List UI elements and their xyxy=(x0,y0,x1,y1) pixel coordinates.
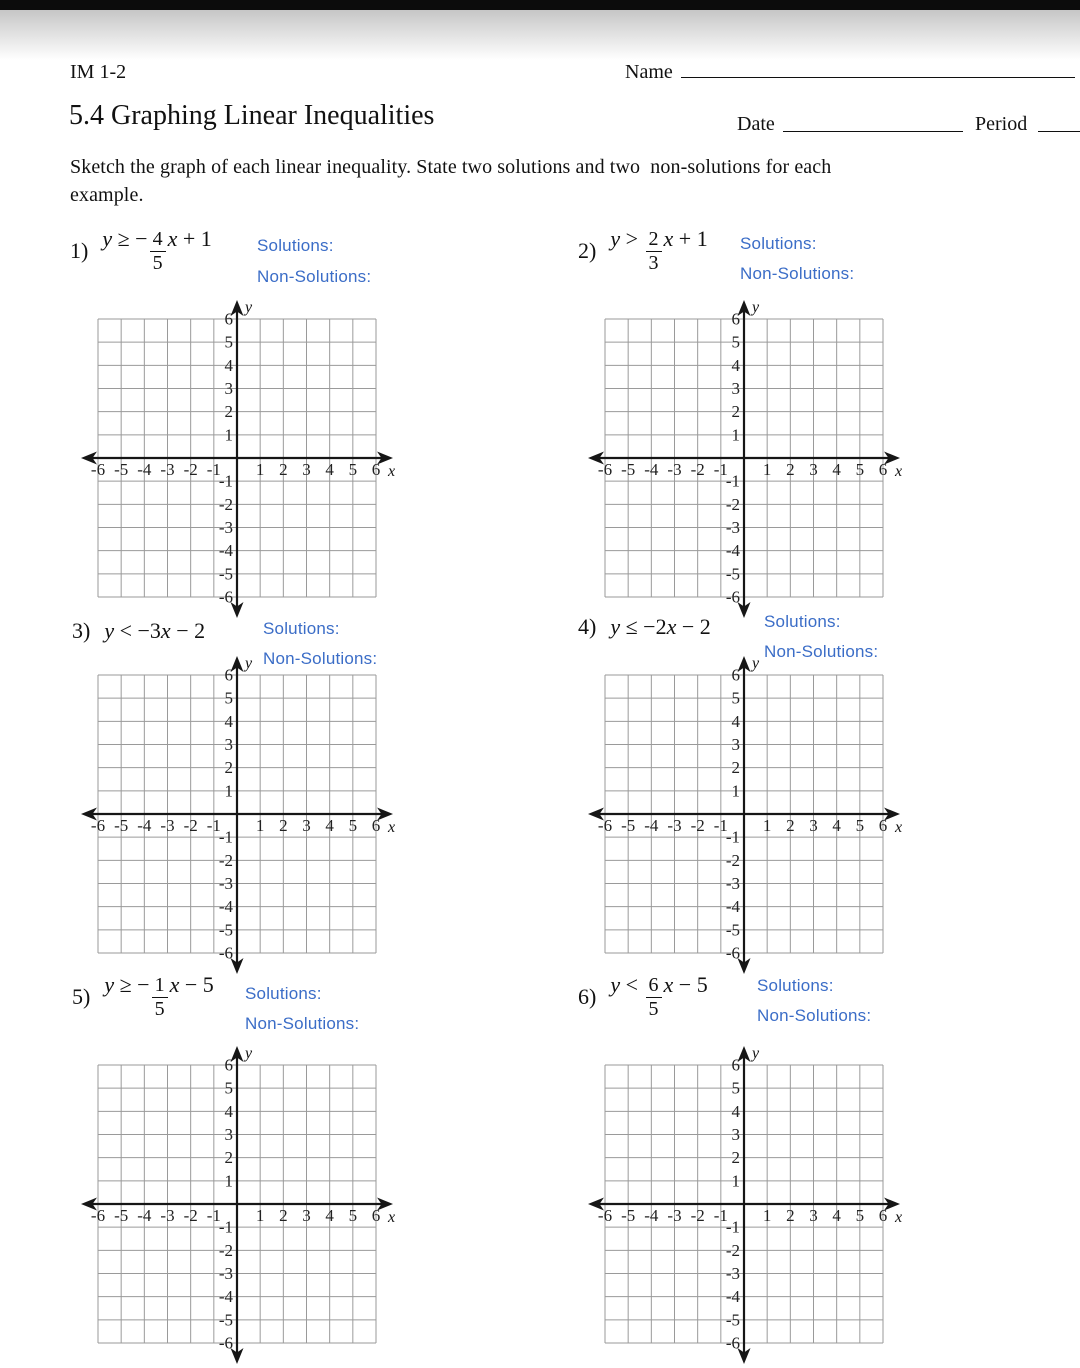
svg-text:y: y xyxy=(245,299,253,316)
problem-1-solutions-label: Solutions: xyxy=(257,236,334,255)
svg-text:2: 2 xyxy=(731,1148,740,1168)
svg-text:4: 4 xyxy=(731,355,740,375)
svg-text:5: 5 xyxy=(855,460,865,479)
svg-text:-3: -3 xyxy=(667,816,682,835)
problem-6-non-solutions-label: Non-Solutions: xyxy=(757,1006,872,1025)
svg-text:2: 2 xyxy=(731,402,740,422)
svg-text:-6: -6 xyxy=(90,816,106,835)
svg-text:x: x xyxy=(388,819,396,836)
svg-text:-1: -1 xyxy=(725,827,740,847)
svg-text:-4: -4 xyxy=(644,460,659,479)
problem-2-non-solutions-label: Non-Solutions: xyxy=(740,264,855,283)
svg-text:2: 2 xyxy=(279,1206,288,1225)
svg-text:-2: -2 xyxy=(218,494,233,514)
svg-text:-2: -2 xyxy=(725,494,740,514)
problem-3-non-solutions-label: Non-Solutions: xyxy=(263,649,378,668)
svg-text:-6: -6 xyxy=(90,1206,106,1225)
svg-text:-1: -1 xyxy=(725,1217,740,1237)
svg-text:5: 5 xyxy=(855,1206,865,1225)
svg-text:2: 2 xyxy=(786,1206,795,1225)
svg-text:3: 3 xyxy=(809,1206,818,1225)
svg-text:5: 5 xyxy=(731,1078,740,1098)
svg-text:-2: -2 xyxy=(725,1240,740,1260)
svg-text:4: 4 xyxy=(224,355,233,375)
page-title: 5.4 Graphing Linear Inequalities xyxy=(69,100,435,131)
instructions-line-1: Sketch the graph of each linear inequality. State two solutions and two non-solutions for each xyxy=(70,156,832,178)
svg-text:3: 3 xyxy=(224,735,233,754)
svg-text:1: 1 xyxy=(255,460,265,479)
svg-text:-6: -6 xyxy=(218,1333,233,1353)
problem-1-inequality: y ≥ − $\frac{4}{5}$ x + 1 xyxy=(102,226,212,274)
svg-text:y: y xyxy=(245,1045,253,1062)
svg-text:-1: -1 xyxy=(713,460,728,479)
svg-text:-3: -3 xyxy=(160,460,175,479)
svg-text:1: 1 xyxy=(762,1206,772,1225)
svg-text:-2: -2 xyxy=(690,460,705,479)
svg-text:4: 4 xyxy=(832,816,841,835)
svg-text:3: 3 xyxy=(224,379,233,398)
svg-text:-2: -2 xyxy=(725,850,740,870)
svg-text:6: 6 xyxy=(224,1055,233,1075)
svg-text:5: 5 xyxy=(731,688,740,708)
problem-3-equation xyxy=(72,618,205,644)
svg-text:3: 3 xyxy=(224,1125,233,1144)
problem-2-equation xyxy=(578,226,708,276)
svg-text:5: 5 xyxy=(348,1206,358,1225)
svg-text:3: 3 xyxy=(302,1206,311,1225)
svg-text:-2: -2 xyxy=(183,460,198,479)
svg-text:-2: -2 xyxy=(690,1206,705,1225)
svg-text:2: 2 xyxy=(786,460,795,479)
svg-text:6: 6 xyxy=(731,665,740,685)
svg-text:4: 4 xyxy=(731,1101,740,1121)
svg-text:-6: -6 xyxy=(725,587,740,607)
svg-text:-2: -2 xyxy=(690,816,705,835)
svg-text:-4: -4 xyxy=(644,1206,659,1225)
svg-text:1: 1 xyxy=(255,816,265,835)
svg-text:2: 2 xyxy=(224,402,233,422)
svg-text:-2: -2 xyxy=(183,1206,198,1225)
svg-text:-1: -1 xyxy=(713,1206,728,1225)
problem-5-number: 5) xyxy=(72,984,91,1009)
svg-text:3: 3 xyxy=(302,460,311,479)
name-label: Name xyxy=(625,61,673,83)
problem-3-solutions-label: Solutions: xyxy=(263,619,340,638)
svg-text:-3: -3 xyxy=(667,1206,682,1225)
course-code: IM 1-2 xyxy=(70,61,127,83)
svg-text:6: 6 xyxy=(731,309,740,329)
svg-text:-1: -1 xyxy=(206,816,221,835)
problem-2-number: 2) xyxy=(578,238,597,263)
problem-2-coordinate-grid xyxy=(584,296,904,622)
svg-text:x: x xyxy=(895,819,903,836)
svg-text:4: 4 xyxy=(325,816,334,835)
svg-text:2: 2 xyxy=(731,758,740,778)
svg-text:5: 5 xyxy=(224,332,233,352)
problem-2-inequality: y > $\frac{2}{3}$ x + 1 xyxy=(610,226,708,274)
svg-text:-4: -4 xyxy=(137,816,152,835)
date-blank-line xyxy=(783,113,963,132)
svg-text:-4: -4 xyxy=(218,897,233,917)
svg-text:6: 6 xyxy=(371,1206,381,1225)
svg-text:-3: -3 xyxy=(218,1264,233,1283)
svg-text:1: 1 xyxy=(762,816,772,835)
svg-text:-3: -3 xyxy=(160,1206,175,1225)
problem-4-equation xyxy=(578,614,711,640)
svg-text:-5: -5 xyxy=(725,564,740,584)
svg-text:6: 6 xyxy=(224,309,233,329)
svg-text:-4: -4 xyxy=(725,897,740,917)
svg-text:-5: -5 xyxy=(114,816,129,835)
period-label: Period xyxy=(975,113,1028,135)
svg-text:6: 6 xyxy=(878,1206,888,1225)
problem-4-coordinate-grid xyxy=(584,652,904,978)
svg-text:5: 5 xyxy=(348,460,358,479)
svg-text:y: y xyxy=(752,655,760,672)
problem-1-coordinate-grid xyxy=(77,296,397,622)
svg-text:-1: -1 xyxy=(218,827,233,847)
top-black-bar xyxy=(0,0,1080,10)
svg-text:-4: -4 xyxy=(218,541,233,561)
svg-text:y: y xyxy=(752,1045,760,1062)
problem-6-equation xyxy=(578,972,708,1022)
problem-5-inequality: y ≥ − $\frac{1}{5}$ x − 5 xyxy=(104,972,214,1020)
svg-text:-5: -5 xyxy=(218,564,233,584)
svg-text:1: 1 xyxy=(224,781,233,801)
svg-text:-5: -5 xyxy=(621,1206,636,1225)
svg-text:4: 4 xyxy=(832,1206,841,1225)
svg-text:2: 2 xyxy=(786,816,795,835)
svg-text:6: 6 xyxy=(371,816,381,835)
instructions-line-2: example. xyxy=(70,184,144,206)
svg-text:-4: -4 xyxy=(218,1287,233,1307)
svg-text:4: 4 xyxy=(224,1101,233,1121)
problem-4-solutions-label: Solutions: xyxy=(764,612,841,631)
svg-text:1: 1 xyxy=(255,1206,265,1225)
svg-text:-3: -3 xyxy=(160,816,175,835)
svg-text:6: 6 xyxy=(371,460,381,479)
svg-text:-4: -4 xyxy=(725,541,740,561)
svg-text:1: 1 xyxy=(224,425,233,445)
problem-4-number: 4) xyxy=(578,614,597,639)
svg-text:6: 6 xyxy=(731,1055,740,1075)
svg-text:-5: -5 xyxy=(114,460,129,479)
svg-text:-1: -1 xyxy=(725,471,740,491)
svg-text:1: 1 xyxy=(731,425,740,445)
svg-text:-6: -6 xyxy=(597,816,613,835)
svg-text:y: y xyxy=(752,299,760,316)
svg-text:y: y xyxy=(245,655,253,672)
problem-5-solutions-label: Solutions: xyxy=(245,984,322,1003)
svg-text:-4: -4 xyxy=(137,460,152,479)
svg-text:2: 2 xyxy=(224,1148,233,1168)
problem-5-equation xyxy=(72,972,214,1022)
svg-text:-3: -3 xyxy=(667,460,682,479)
svg-text:2: 2 xyxy=(279,460,288,479)
svg-text:1: 1 xyxy=(224,1171,233,1191)
problem-2-solutions-label: Solutions: xyxy=(740,234,817,253)
svg-text:-5: -5 xyxy=(218,1310,233,1330)
svg-text:-1: -1 xyxy=(206,460,221,479)
svg-text:-3: -3 xyxy=(725,518,740,537)
svg-text:-5: -5 xyxy=(725,920,740,940)
svg-text:-5: -5 xyxy=(725,1310,740,1330)
problem-6-coordinate-grid xyxy=(584,1042,904,1368)
svg-text:-3: -3 xyxy=(218,874,233,893)
svg-text:5: 5 xyxy=(731,332,740,352)
svg-text:x: x xyxy=(388,1209,396,1226)
svg-text:1: 1 xyxy=(731,781,740,801)
svg-text:-5: -5 xyxy=(621,460,636,479)
problem-4-non-solutions-label: Non-Solutions: xyxy=(764,642,879,661)
svg-text:-6: -6 xyxy=(597,460,613,479)
svg-text:x: x xyxy=(895,1209,903,1226)
svg-text:4: 4 xyxy=(731,711,740,731)
problem-6-number: 6) xyxy=(578,984,597,1009)
svg-text:3: 3 xyxy=(731,735,740,754)
svg-text:-1: -1 xyxy=(206,1206,221,1225)
svg-text:2: 2 xyxy=(279,816,288,835)
name-blank-line xyxy=(681,61,1075,78)
svg-text:4: 4 xyxy=(224,711,233,731)
problem-1-equation xyxy=(70,226,212,276)
svg-text:-2: -2 xyxy=(218,1240,233,1260)
svg-text:1: 1 xyxy=(762,460,772,479)
svg-text:5: 5 xyxy=(855,816,865,835)
svg-text:5: 5 xyxy=(224,688,233,708)
svg-text:-4: -4 xyxy=(644,816,659,835)
svg-text:-3: -3 xyxy=(725,1264,740,1283)
svg-text:2: 2 xyxy=(224,758,233,778)
problem-6-solutions-label: Solutions: xyxy=(757,976,834,995)
svg-text:5: 5 xyxy=(348,816,358,835)
svg-text:3: 3 xyxy=(731,1125,740,1144)
svg-text:3: 3 xyxy=(302,816,311,835)
svg-text:3: 3 xyxy=(809,816,818,835)
problem-6-inequality: y < $\frac{6}{5}$ x − 5 xyxy=(610,972,708,1020)
svg-text:3: 3 xyxy=(731,379,740,398)
svg-text:x: x xyxy=(895,463,903,480)
problem-1-number: 1) xyxy=(70,238,89,263)
svg-text:-1: -1 xyxy=(218,471,233,491)
top-shadow-gradient xyxy=(0,10,1080,60)
problem-1-non-solutions-label: Non-Solutions: xyxy=(257,267,372,286)
svg-text:6: 6 xyxy=(878,460,888,479)
svg-text:-1: -1 xyxy=(218,1217,233,1237)
svg-text:-4: -4 xyxy=(725,1287,740,1307)
svg-text:-6: -6 xyxy=(725,1333,740,1353)
problem-4-inequality: y ≤ −2x − 2 xyxy=(610,614,711,639)
svg-text:-5: -5 xyxy=(218,920,233,940)
svg-text:-3: -3 xyxy=(218,518,233,537)
svg-text:4: 4 xyxy=(325,460,334,479)
svg-text:5: 5 xyxy=(224,1078,233,1098)
svg-text:-6: -6 xyxy=(725,943,740,963)
svg-text:-6: -6 xyxy=(90,460,106,479)
problem-5-non-solutions-label: Non-Solutions: xyxy=(245,1014,360,1033)
svg-text:6: 6 xyxy=(224,665,233,685)
svg-text:-5: -5 xyxy=(621,816,636,835)
problem-3-inequality: y < −3x − 2 xyxy=(104,618,206,643)
svg-text:-6: -6 xyxy=(218,587,233,607)
svg-text:-1: -1 xyxy=(713,816,728,835)
svg-text:4: 4 xyxy=(832,460,841,479)
problem-3-coordinate-grid xyxy=(77,652,397,978)
problem-5-coordinate-grid xyxy=(77,1042,397,1368)
svg-text:x: x xyxy=(388,463,396,480)
svg-text:-5: -5 xyxy=(114,1206,129,1225)
svg-text:-3: -3 xyxy=(725,874,740,893)
svg-text:-2: -2 xyxy=(218,850,233,870)
svg-text:3: 3 xyxy=(809,460,818,479)
svg-text:-6: -6 xyxy=(597,1206,613,1225)
svg-text:-4: -4 xyxy=(137,1206,152,1225)
problem-3-number: 3) xyxy=(72,618,91,643)
svg-text:-2: -2 xyxy=(183,816,198,835)
svg-text:4: 4 xyxy=(325,1206,334,1225)
svg-text:-6: -6 xyxy=(218,943,233,963)
period-blank-line xyxy=(1038,113,1080,132)
svg-text:6: 6 xyxy=(878,816,888,835)
svg-text:1: 1 xyxy=(731,1171,740,1191)
date-label: Date xyxy=(737,113,775,135)
